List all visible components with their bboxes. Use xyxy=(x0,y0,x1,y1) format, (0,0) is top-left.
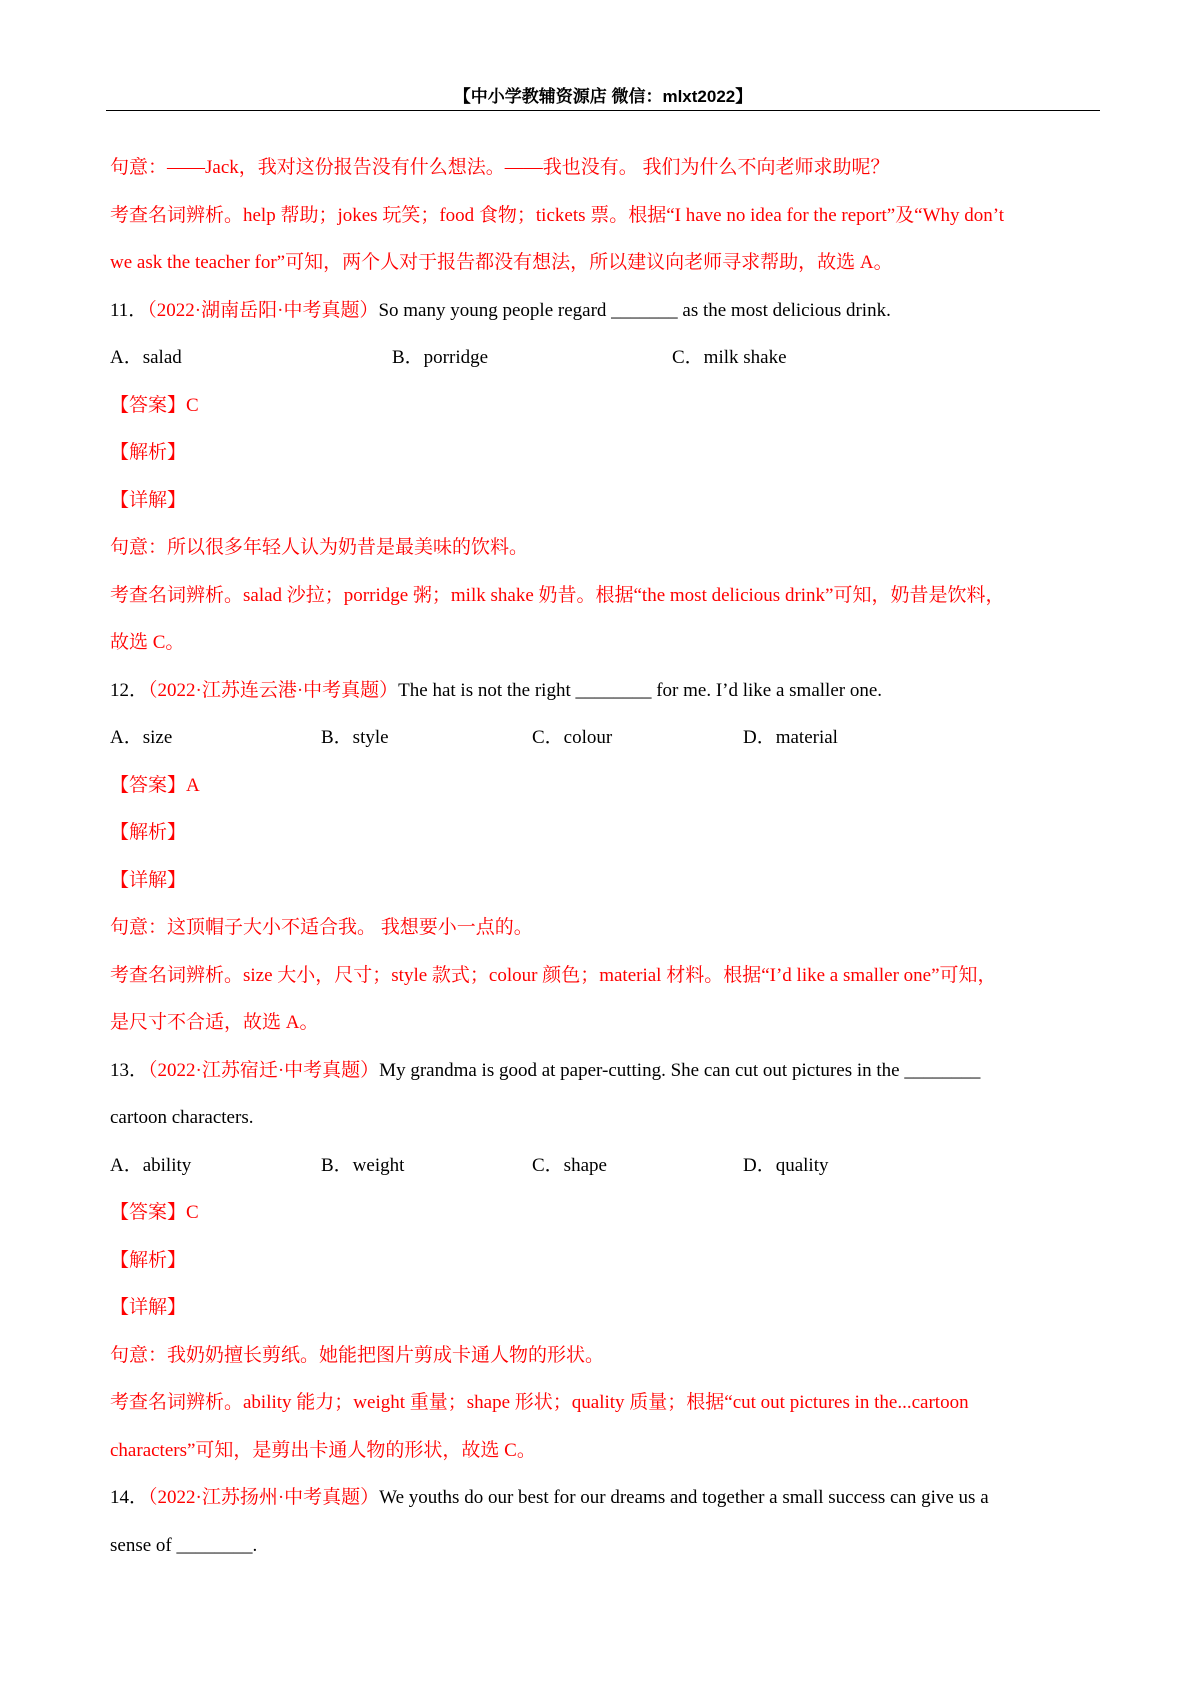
question-source: （2022·江苏宿迁·中考真题） xyxy=(148,1059,380,1081)
option-c: C．shape xyxy=(532,1154,607,1176)
question-number: 14． xyxy=(110,1487,149,1508)
option-a: A．size xyxy=(110,727,173,748)
question-12-stem xyxy=(110,667,1100,715)
question-13-answer xyxy=(110,1189,1100,1237)
question-13-analysis-line1: 考查名词辨析。ability 能力；weight 重量；shape 形状；quality 质量；根据“cut out pictures in the...cartoon xyxy=(110,1392,969,1413)
question-number: 12． xyxy=(110,679,149,701)
answer-value: C xyxy=(186,1202,199,1223)
question-12-analysis-label: 【解析】 xyxy=(110,822,187,843)
question-13-stem-cont: cartoon characters. xyxy=(110,1107,254,1128)
option-a: A．salad xyxy=(110,347,182,368)
question-number: 13． xyxy=(110,1059,149,1081)
question-11-analysis-label: 【解析】 xyxy=(110,442,187,463)
question-12-meaning: 句意：这顶帽子大小不适合我。 我想要小一点的。 xyxy=(110,917,533,938)
q10-analysis-line1: 考查名词辨析。help 帮助；jokes 玩笑；food 食物；tickets 票。根据“I have no idea for the report”及“Why don’t xyxy=(110,204,1005,226)
question-13-options xyxy=(110,1142,1100,1190)
answer-label: 【答案】 xyxy=(110,774,187,796)
question-13-meaning: 句意：我奶奶擅长剪纸。她能把图片剪成卡通人物的形状。 xyxy=(110,1344,605,1366)
q10-analysis-line2: we ask the teacher for”可知，两个人对于报告都没有想法，所以建议向老师寻求帮助，故选 A。 xyxy=(110,252,893,273)
option-d: D．quality xyxy=(743,1154,829,1176)
question-12-answer xyxy=(110,762,1100,810)
answer-label: 【答案】 xyxy=(110,1202,187,1223)
option-c: C．milk shake xyxy=(672,347,787,368)
option-c: C．colour xyxy=(532,727,613,748)
question-13-analysis-line2: characters”可知，是剪出卡通人物的形状，故选 C。 xyxy=(110,1439,536,1461)
question-text: So many young people regard _______ as the most delicious drink. xyxy=(378,299,891,321)
question-13-analysis-label: 【解析】 xyxy=(110,1249,187,1271)
q10-meaning: 句意：——Jack，我对这份报告没有什么想法。——我也没有。 我们为什么不向老师求助呢？ xyxy=(110,157,890,178)
answer-value: A xyxy=(186,774,200,796)
option-b: B．style xyxy=(321,727,389,748)
question-source: （2022·江苏扬州·中考真题） xyxy=(148,1487,380,1508)
option-b: B．porridge xyxy=(392,347,489,368)
question-source: （2022·湖南岳阳·中考真题） xyxy=(147,299,379,321)
option-b: B．weight xyxy=(321,1154,405,1176)
question-12-detail-label: 【详解】 xyxy=(110,869,187,891)
question-number: 11． xyxy=(110,299,148,321)
question-11-meaning: 句意：所以很多年轻人认为奶昔是最美味的饮料。 xyxy=(110,537,529,558)
option-a: A．ability xyxy=(110,1154,192,1176)
question-text: My grandma is good at paper-cutting. She can cut out pictures in the ________ xyxy=(379,1059,981,1081)
question-11-detail-label: 【详解】 xyxy=(110,489,187,511)
question-14-stem xyxy=(110,1474,1100,1522)
question-11-analysis-line1: 考查名词辨析。salad 沙拉；porridge 粥；milk shake 奶昔。根据“the most delicious drink”可知，奶昔是饮料， xyxy=(110,584,1005,606)
question-11-analysis-line2: 故选 C。 xyxy=(110,632,185,653)
question-source: （2022·江苏连云港·中考真题） xyxy=(148,679,399,701)
question-12-options xyxy=(110,714,1100,762)
header-rule xyxy=(106,110,1100,111)
question-11-stem xyxy=(110,287,1100,335)
question-11-answer xyxy=(110,382,1100,430)
question-12-analysis-line2: 是尺寸不合适，故选 A。 xyxy=(110,1012,319,1033)
question-text: The hat is not the right ________ for me. I’d like a smaller one. xyxy=(398,679,883,701)
option-d: D．material xyxy=(743,727,838,748)
question-13-stem xyxy=(110,1047,1100,1095)
question-14-stem-cont: sense of ________. xyxy=(110,1534,258,1556)
question-13-detail-label: 【详解】 xyxy=(110,1297,187,1318)
question-12-analysis-line1: 考查名词辨析。size 大小，尺寸；style 款式；colour 颜色；material 材料。根据“I’d like a smaller one”可知， xyxy=(110,964,997,986)
answer-label: 【答案】 xyxy=(110,394,187,416)
page-header: 【中小学教辅资源店 微信：mlxt2022】 xyxy=(453,87,753,106)
answer-value: C xyxy=(186,394,199,416)
document-body xyxy=(110,144,1100,1569)
question-text: We youths do our best for our dreams and together a small success can give us a xyxy=(379,1487,989,1508)
question-11-options xyxy=(110,334,1100,382)
